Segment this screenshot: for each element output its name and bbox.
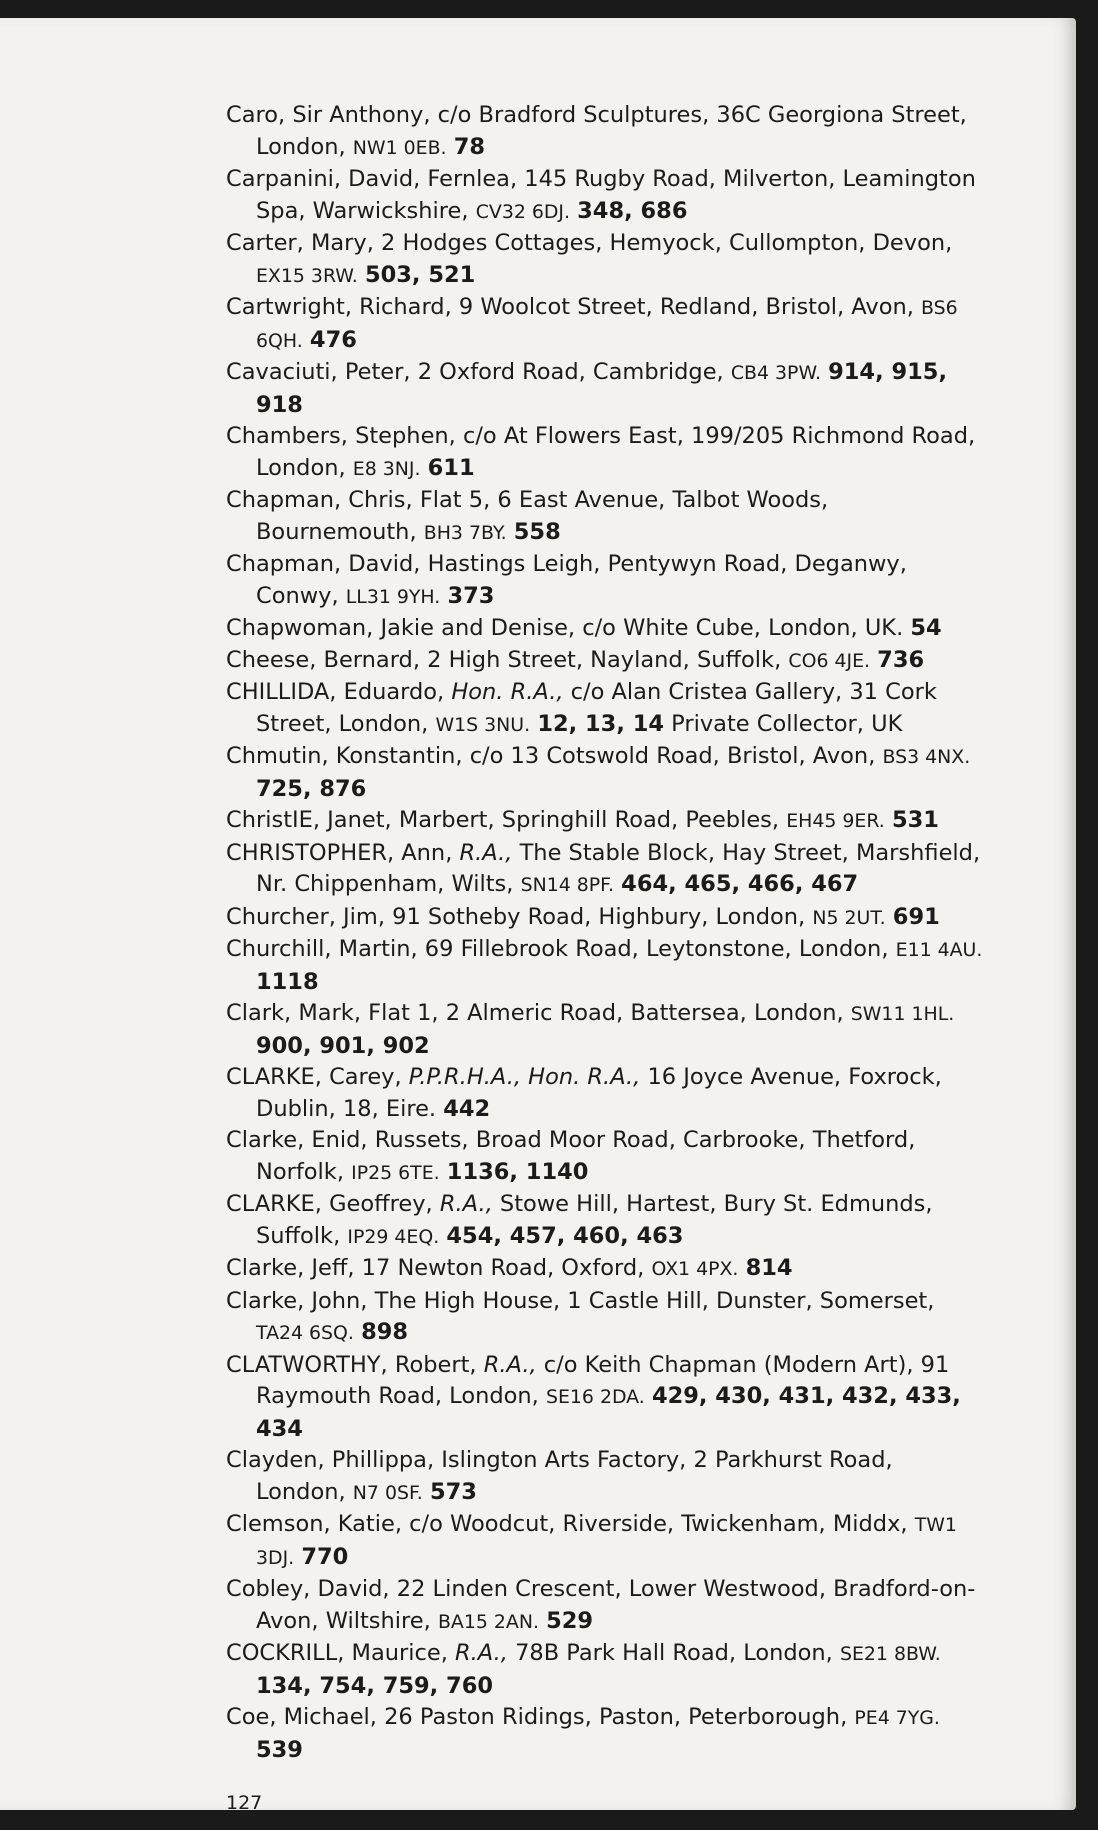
catalogue-numbers: 134, 754, 759, 760: [256, 1672, 494, 1699]
postcode: BS3 4NX.: [882, 746, 971, 768]
artist-name: Chapwoman, Jakie and Denise,: [226, 615, 576, 641]
artist-honours: R.A.,: [483, 1351, 537, 1378]
index-entry: [226, 228, 986, 292]
artist-address: c/o Alan Cristea Gallery, 31 Cork Street, London,: [256, 679, 937, 737]
catalogue-numbers: 454, 457, 460, 463: [446, 1222, 684, 1249]
postcode: BS6 6QH.: [256, 297, 958, 352]
artist-name: Coe, Michael,: [226, 1704, 377, 1730]
artist-address: 17 Newton Road, Oxford,: [361, 1255, 645, 1281]
catalogue-numbers: 1136, 1140: [446, 1158, 589, 1185]
postcode: SW11 1HL.: [850, 1003, 955, 1025]
index-entry: [226, 1286, 986, 1350]
postcode: LL31 9YH.: [345, 585, 441, 608]
catalogue-numbers: 573: [429, 1478, 477, 1505]
index-entry: [226, 1702, 986, 1766]
catalogue-numbers: 78: [453, 133, 486, 160]
book-page: [0, 18, 1076, 1814]
artist-honours: P.P.R.H.A., Hon. R.A.,: [408, 1064, 641, 1090]
catalogue-numbers: 529: [546, 1607, 594, 1634]
artist-name: Clarke, Jeff,: [226, 1255, 355, 1281]
postcode: W1S 3NU.: [435, 713, 531, 736]
catalogue-numbers: 770: [301, 1543, 349, 1570]
index-entry: [226, 1125, 986, 1189]
artist-name: ChristIE, Janet,: [226, 807, 392, 833]
artist-address: 78B Park Hall Road, London,: [515, 1640, 833, 1666]
artist-name: Clayden, Phillippa,: [226, 1447, 435, 1473]
postcode: CV32 6DJ.: [475, 200, 570, 223]
catalogue-numbers: 476: [309, 326, 357, 353]
artist-honours: Hon. R.A.,: [451, 679, 564, 705]
artist-name: Churchill, Martin,: [226, 936, 418, 962]
postcode: IP29 4EQ.: [347, 1225, 440, 1248]
catalogue-numbers: 531: [891, 807, 939, 833]
postcode: SN14 8PF.: [520, 874, 615, 896]
artist-address: c/o Bradford Sculptures, 36C Georgiona Street, London,: [256, 102, 967, 160]
artist-address: Flat 5, 6 East Avenue, Talbot Woods, Bournemouth,: [256, 487, 829, 545]
artist-name: Cartwright, Richard,: [226, 294, 452, 320]
index-entry: [226, 421, 986, 485]
artist-name: Clark, Mark,: [226, 1000, 361, 1026]
artist-address: 91 Sotheby Road, Highbury, London,: [392, 903, 806, 930]
postcode: PE4 7YG.: [854, 1707, 940, 1729]
index-entry: [226, 741, 986, 805]
postcode: SE16 2DA.: [545, 1386, 645, 1408]
index-entry: [226, 1253, 986, 1286]
catalogue-numbers: 898: [361, 1319, 409, 1345]
catalogue-numbers: 464, 465, 466, 467: [621, 871, 859, 897]
catalogue-numbers: 348, 686: [577, 197, 688, 224]
artist-address: 2 Hodges Cottages, Hemyock, Cullompton, Devon,: [381, 230, 953, 256]
artist-honours: R.A.,: [439, 1191, 493, 1217]
index-entry: [226, 1638, 986, 1702]
catalogue-numbers: 12, 13, 14: [537, 710, 665, 737]
artist-address: 22 Linden Crescent, Lower Westwood, Bradford-on-Avon, Wiltshire,: [256, 1576, 976, 1634]
index-entry: [226, 1350, 986, 1446]
index-entry: [226, 549, 986, 613]
artist-address: c/o At Flowers East, 199/205 Richmond Road, London,: [256, 423, 976, 481]
artist-name: Cobley, David,: [226, 1576, 390, 1602]
index-entry: [226, 838, 986, 902]
postcode: SE21 8BW.: [839, 1643, 941, 1665]
artist-name: Chmutin, Konstantin,: [226, 743, 463, 769]
postcode: TA24 6SQ.: [256, 1322, 354, 1344]
artist-name: Chapman, Chris,: [226, 487, 413, 513]
postcode: CO6 4JE.: [788, 649, 871, 672]
artist-name: Churcher, Jim,: [226, 903, 385, 930]
catalogue-numbers: 442: [443, 1095, 491, 1122]
artist-address: c/o Woodcut, Riverside, Twickenham, Middx,: [409, 1511, 908, 1537]
artist-address: Islington Arts Factory, 2 Parkhurst Road, London,: [256, 1447, 893, 1505]
artist-address: 26 Paston Ridings, Paston, Peterborough,: [384, 1704, 848, 1730]
index-entry: [226, 805, 986, 838]
artist-address: 69 Fillebrook Road, Leytonstone, London,: [424, 936, 889, 962]
artist-name: Caro, Sir Anthony,: [226, 102, 431, 128]
index-entry: [226, 357, 986, 421]
artist-address: The Stable Block, Hay Street, Marshfield, Nr. Chippenham, Wilts,: [256, 839, 981, 897]
postcode: N7 0SF.: [352, 1481, 423, 1504]
artist-name: Carter, Mary,: [226, 230, 374, 256]
artist-name: Chapman, David,: [226, 551, 421, 577]
artist-honours: R.A.,: [459, 839, 513, 866]
catalogue-numbers: 914, 915, 918: [256, 359, 947, 418]
artist-address: Flat 1, 2 Almeric Road, Battersea, London,: [368, 1000, 844, 1026]
catalogue-numbers: 558: [513, 518, 561, 545]
entry-note: Private Collector, UK: [671, 710, 903, 737]
artist-address: Hastings Leigh, Pentywyn Road, Deganwy, Conwy,: [256, 551, 907, 609]
artist-name: CHRISTOPHER, Ann,: [226, 839, 453, 866]
artist-address: Russets, Broad Moor Road, Carbrooke, Thetford, Norfolk,: [256, 1127, 916, 1185]
artist-name: Clarke, John,: [226, 1287, 368, 1314]
index-entry: [226, 677, 986, 741]
artist-address: Stowe Hill, Hartest, Bury St. Edmunds, Suffolk,: [256, 1191, 933, 1249]
postcode: BA15 2AN.: [437, 1610, 539, 1633]
index-entry: [226, 100, 986, 164]
postcode: EX15 3RW.: [256, 264, 358, 287]
catalogue-numbers: 691: [892, 903, 940, 930]
postcode: IP25 6TE.: [351, 1161, 440, 1184]
catalogue-numbers: 54: [910, 615, 942, 641]
postcode: E8 3NJ.: [352, 457, 421, 480]
postcode: OX1 4PX.: [651, 1258, 739, 1280]
artist-address: The High House, 1 Castle Hill, Dunster, Somerset,: [374, 1287, 935, 1314]
postcode: CB4 3PW.: [730, 362, 821, 384]
postcode: NW1 0EB.: [352, 136, 447, 159]
index-entry: [226, 485, 986, 549]
catalogue-numbers: 736: [877, 646, 925, 673]
catalogue-numbers: 373: [447, 582, 495, 609]
catalogue-numbers: 539: [256, 1736, 303, 1763]
catalogue-numbers: 814: [745, 1255, 793, 1281]
artist-address: Fernlea, 145 Rugby Road, Milverton, Leamington Spa, Warwickshire,: [256, 166, 976, 224]
artist-name: Chambers, Stephen,: [226, 423, 456, 449]
catalogue-numbers: 611: [427, 454, 475, 481]
page-number: 127: [226, 1792, 263, 1814]
catalogue-numbers: 900, 901, 902: [256, 1032, 430, 1059]
artist-address: 16 Joyce Avenue, Foxrock, Dublin, 18, Eire.: [256, 1064, 942, 1122]
postcode: N5 2UT.: [812, 906, 886, 929]
postcode: TW1 3DJ.: [256, 1514, 957, 1569]
artist-name: Cheese, Bernard,: [226, 646, 420, 673]
catalogue-numbers: 503, 521: [364, 261, 476, 288]
postcode: E11 4AU.: [895, 939, 983, 961]
artist-address: Marbert, Springhill Road, Peebles,: [398, 807, 780, 833]
artist-address: c/o 13 Cotswold Road, Bristol, Avon,: [469, 743, 876, 769]
artist-address: 2 Oxford Road, Cambridge,: [417, 359, 724, 385]
artist-address: 2 High Street, Nayland, Suffolk,: [427, 646, 782, 673]
artist-name: CHILLIDA, Eduardo,: [226, 679, 445, 705]
artist-address: c/o Keith Chapman (Modern Art), 91 Raymouth Road, London,: [256, 1351, 950, 1409]
index-entry: [226, 1574, 986, 1638]
index-entry: [226, 998, 986, 1062]
artist-name: Clemson, Katie,: [226, 1511, 402, 1537]
index-entry: [226, 164, 986, 228]
postcode: EH45 9ER.: [786, 810, 885, 832]
artist-name: Cavaciuti, Peter,: [226, 359, 411, 385]
artist-honours: R.A.,: [455, 1640, 508, 1666]
artist-name: Carpanini, David,: [226, 166, 421, 192]
index-entry: [226, 902, 986, 935]
index-entry: [226, 934, 986, 998]
artist-address: c/o White Cube, London, UK.: [582, 615, 904, 641]
artist-name: COCKRILL, Maurice,: [226, 1640, 448, 1666]
catalogue-numbers: 725, 876: [256, 775, 367, 802]
index-entry: [226, 292, 986, 357]
index-entry: [226, 1062, 986, 1125]
artist-name: CLATWORTHY, Robert,: [226, 1351, 477, 1378]
artist-name: CLARKE, Geoffrey,: [226, 1191, 433, 1217]
index-entry: [226, 1509, 986, 1574]
index-entry-list: [226, 100, 986, 1766]
artist-name: Clarke, Enid,: [226, 1127, 368, 1153]
artist-address: 9 Woolcot Street, Redland, Bristol, Avon,: [458, 294, 914, 320]
catalogue-numbers: 429, 430, 431, 432, 433, 434: [256, 1383, 961, 1442]
index-entry: [226, 1189, 986, 1253]
index-entry: [226, 613, 986, 645]
catalogue-numbers: 1118: [256, 968, 319, 995]
postcode: BH3 7BY.: [423, 521, 507, 544]
index-entry: [226, 1445, 986, 1509]
index-entry: [226, 645, 986, 678]
artist-name: CLARKE, Carey,: [226, 1064, 402, 1090]
